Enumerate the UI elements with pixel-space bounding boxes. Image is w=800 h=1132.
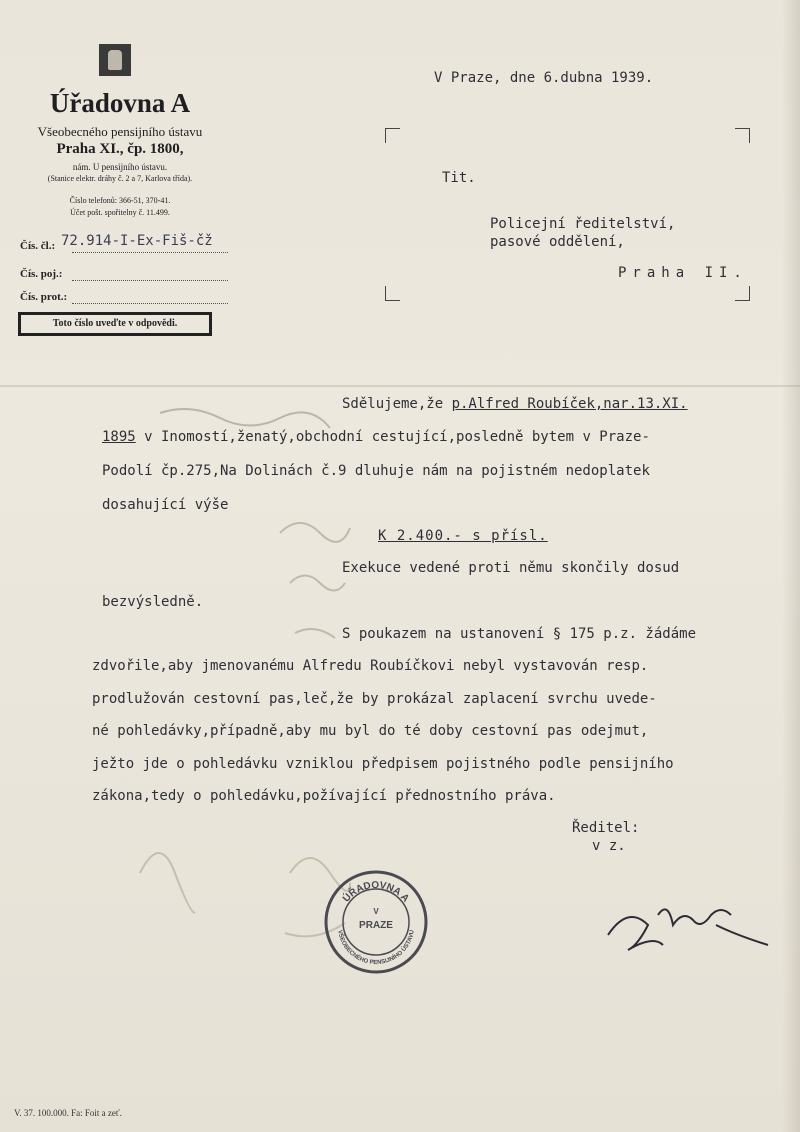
address-corner-br: [735, 286, 750, 301]
address-corner-tl: [385, 128, 400, 143]
body-line-6: Exekuce vedené proti němu skončily dosud: [342, 560, 680, 576]
amount-due: K 2.400.- s přísl.: [378, 528, 548, 544]
reply-note-box: Toto číslo uveďte v odpovědi.: [18, 312, 212, 336]
ref-row-poj: [20, 268, 62, 280]
address-corner-bl: [385, 286, 400, 301]
body-line-7: bezvýsledně.: [102, 594, 204, 610]
body-line-9: zdvořile,aby jmenovanému Alfredu Roubíčkovi nebyl vystavován resp.: [92, 658, 649, 674]
signature-vz: v z.: [592, 838, 626, 854]
svg-text:ÚŘADOVNA A: [340, 880, 411, 905]
handwritten-signature: [598, 895, 778, 955]
place-date: V Praze, dne 6.dubna 1939.: [434, 70, 654, 86]
square-name: nám. U pensijního ústavu.: [72, 162, 168, 172]
svg-text:VŠEOBECNÉHO PENSIJNÍHO ÚSTAVU: [336, 930, 416, 966]
dotted-line: [72, 252, 228, 253]
signature-role: Ředitel:: [572, 820, 640, 836]
dotted-line: [72, 280, 228, 281]
address-corner-tr: [735, 128, 750, 143]
ref-label: Čís. poj.:: [20, 268, 63, 280]
reference-number: 72.914-I-Ex-Fiš-čž: [61, 233, 213, 249]
body-line-8: S poukazem na ustanovení § 175 p.z. žádáme: [342, 626, 697, 642]
stamp-v: V: [373, 907, 379, 916]
coat-of-arms-icon: [99, 44, 131, 76]
stamp-bottom-text: VŠEOBECNÉHO PENSIJNÍHO ÚSTAVU: [336, 929, 416, 967]
birth-year: 1895: [102, 429, 136, 445]
body-line-4: dosahující výše: [102, 497, 229, 513]
recipient-city: Praha II.: [618, 265, 748, 281]
body-line-10: prodlužován cestovní pas,leč,že by prokázal zaplacení svrchu uvede-: [92, 691, 657, 707]
printer-imprint: V. 37. 100.000. Fa: Foit a zeť.: [14, 1108, 122, 1118]
recipient-line-2: pasové oddělení,: [490, 234, 625, 250]
stamp-city: PRAZE: [359, 920, 393, 931]
body-text: v Inomostí,ženatý,obchodní cestující,posledně bytem v Praze-: [135, 429, 650, 445]
office-address: Praha XI., čp. 1800,: [56, 141, 184, 157]
body-line-13: zákona,tedy o pohledávku,požívající přednostního práva.: [92, 788, 556, 804]
postal-account: Účet pošt. spořitelny č. 11.499.: [70, 208, 170, 217]
person-name: p.Alfred Roubíček,nar.13.XI.: [451, 396, 688, 412]
body-line-2: [102, 429, 650, 445]
stamp-top-text: ÚŘADOVNA A: [340, 879, 412, 905]
ref-label: Čís. čl.:: [20, 240, 56, 252]
body-line-3: Podolí čp.275,Na Dolinách č.9 dluhuje nám na pojistném nedoplatek: [102, 463, 650, 479]
dotted-line: [72, 303, 228, 304]
body-line-11: né pohledávky,případně,aby mu byl do té doby cestovní pas odejmut,: [92, 723, 649, 739]
ref-row-prot: [20, 291, 67, 303]
salutation: Tit.: [442, 170, 476, 186]
body-line-1: [342, 396, 688, 412]
ref-label: Čís. prot.:: [20, 291, 68, 303]
body-text: Sdělujeme,že: [342, 396, 452, 412]
body-line-12: ježto jde o pohledávku vzniklou předpisem pojistného podle pensijního: [92, 756, 674, 772]
office-title: Úřadovna A: [49, 88, 191, 118]
office-stamp-icon: [322, 868, 430, 976]
institute-name: Všeobecného pensijního ústavu: [37, 124, 203, 139]
recipient-line-1: Policejní ředitelství,: [490, 216, 676, 232]
phone-numbers: Číslo telefonů: 366-51, 370-41.: [69, 196, 171, 205]
ref-row-cl: [20, 240, 55, 252]
tram-station: (Stanice elektr. dráhy č. 2 a 7, Karlova třída).: [47, 174, 193, 183]
